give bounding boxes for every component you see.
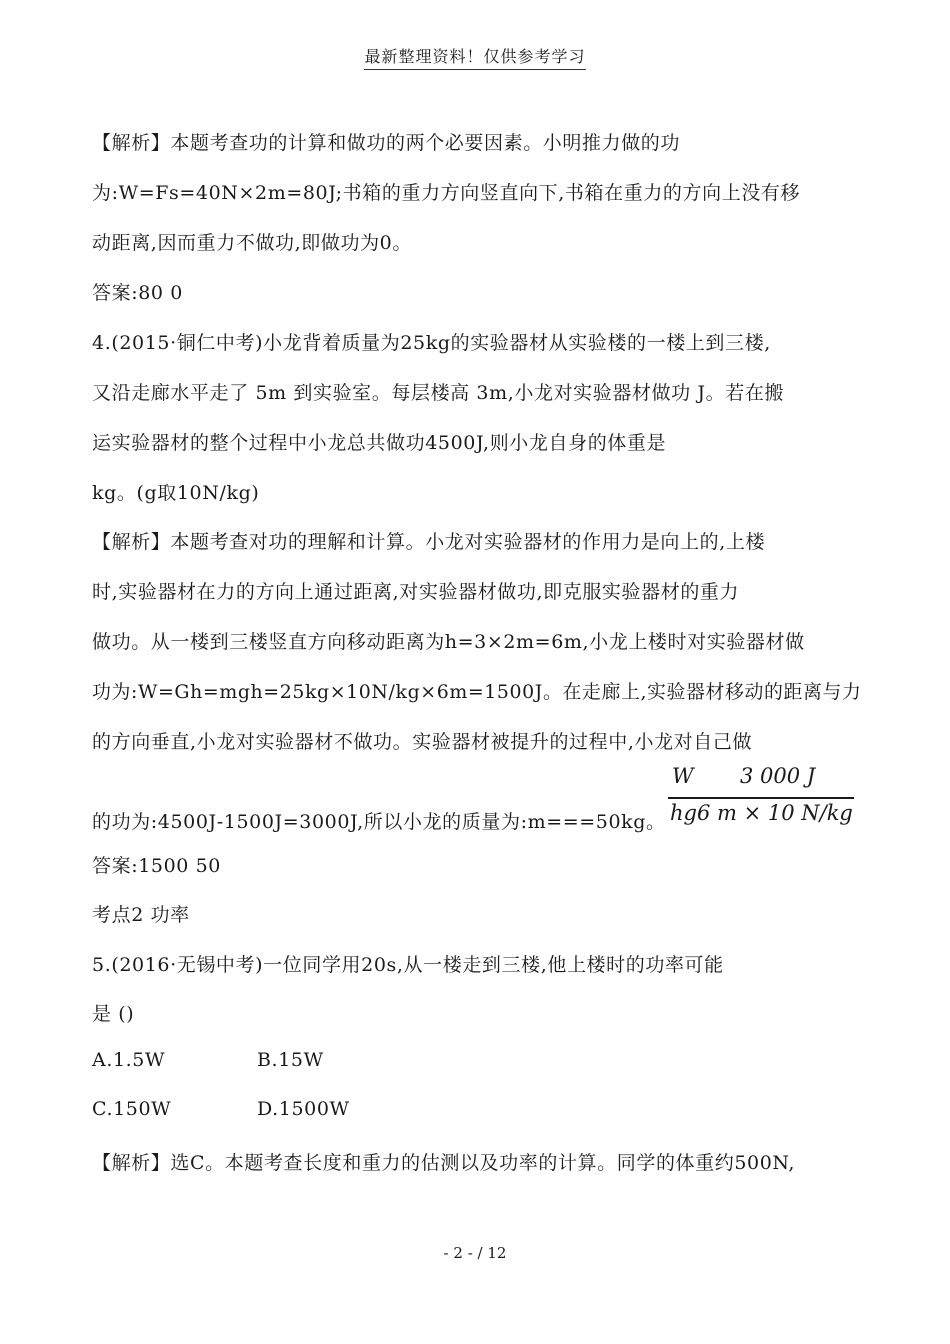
section-heading: 考点2 功率 xyxy=(92,904,190,926)
question-4-line: 4.(2015·铜仁中考)小龙背着质量为25kg的实验器材从实验楼的一楼上到三楼, xyxy=(92,332,771,354)
analysis-paragraph-line: 功为:W=Gh=mgh=25kg×10N/kg×6m=1500J。在走廊上,实验器材移动的距离与力 xyxy=(92,681,862,703)
analysis-paragraph-line: 的方向垂直,小龙对实验器材不做功。实验器材被提升的过程中,小龙对自己做 xyxy=(92,731,753,753)
question-4-line: 运实验器材的整个过程中小龙总共做功4500J,则小龙自身的体重是 xyxy=(92,432,667,454)
fraction-bar xyxy=(668,797,854,799)
answer-line: 答案:80 0 xyxy=(92,282,183,304)
analysis-paragraph-line: 做功。从一楼到三楼竖直方向移动距离为h=3×2m=6m,小龙上楼时对实验器材做 xyxy=(92,631,805,653)
option-b: B.15W xyxy=(257,1049,324,1071)
option-a: A.1.5W xyxy=(92,1049,166,1071)
page-header xyxy=(0,44,950,70)
question-4-line: 又沿走廊水平走了 5m 到实验室。每层楼高 3m,小龙对实验器材做功 J。若在搬 xyxy=(92,382,785,404)
analysis-paragraph-line: 动距离,因而重力不做功,即做功为0。 xyxy=(92,232,412,254)
option-d: D.1500W xyxy=(257,1098,350,1120)
fraction-numerator-right: 3 000 J xyxy=(740,764,816,788)
analysis-paragraph-line: 【解析】本题考查功的计算和做功的两个必要因素。小明推力做的功 xyxy=(92,132,681,154)
analysis-paragraph-line: 【解析】选C。本题考查长度和重力的估测以及功率的计算。同学的体重约500N, xyxy=(92,1152,796,1174)
fraction-numerator-left: W xyxy=(672,764,694,788)
question-4-line: kg。(g取10N/kg) xyxy=(92,482,260,504)
answer-line: 答案:1500 50 xyxy=(92,855,221,877)
analysis-paragraph-line: 为:W=Fs=40N×2m=80J;书箱的重力方向竖直向下,书箱在重力的方向上没有移 xyxy=(92,182,801,204)
page-number: - 2 - / 12 xyxy=(443,1244,507,1262)
option-c: C.150W xyxy=(92,1098,172,1120)
question-5-line: 是 () xyxy=(92,1003,135,1025)
analysis-paragraph-line: 【解析】本题考查对功的理解和计算。小龙对实验器材的作用力是向上的,上楼 xyxy=(92,531,766,553)
header-note: 最新整理资料！仅供参考学习 xyxy=(364,44,585,70)
fraction-denominator: hg6 m × 10 N/kg xyxy=(670,801,853,825)
question-5-line: 5.(2016·无锡中考)一位同学用20s,从一楼走到三楼,他上楼时的功率可能 xyxy=(92,954,724,976)
analysis-paragraph-line: 的功为:4500J-1500J=3000J,所以小龙的质量为:m===50kg。 xyxy=(92,811,666,833)
analysis-paragraph-line: 时,实验器材在力的方向上通过距离,对实验器材做功,即克服实验器材的重力 xyxy=(92,581,740,603)
